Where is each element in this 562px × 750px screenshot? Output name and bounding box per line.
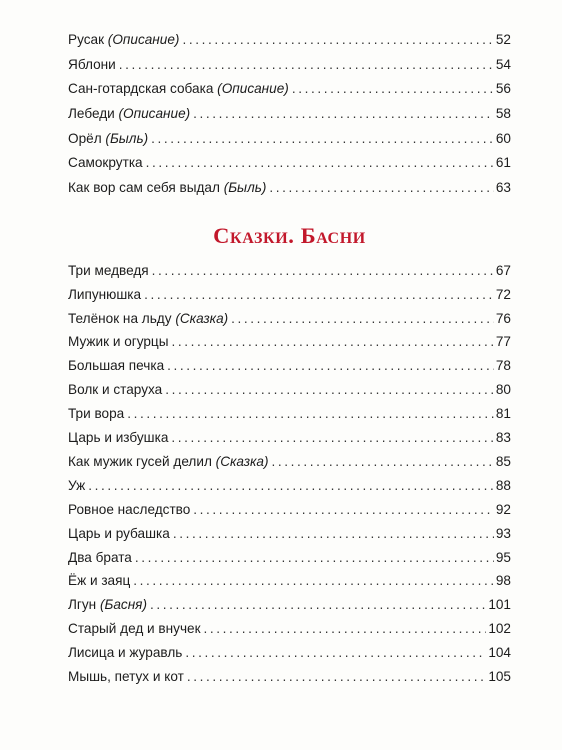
dot-leader: [173, 522, 494, 546]
section-title: Сказки. Басни: [213, 222, 366, 248]
contents-list-fairy-tales: [68, 259, 511, 689]
entry-page-number: 83: [495, 430, 511, 446]
table-of-contents: [68, 28, 511, 689]
dot-leader: [193, 498, 494, 522]
contents-entry: [68, 474, 511, 498]
dot-leader: [135, 546, 494, 570]
entry-title: [68, 546, 132, 570]
entry-page-number: 52: [495, 32, 511, 47]
contents-entry: [68, 259, 511, 283]
entry-title-text: Лебеди: [68, 106, 115, 122]
entry-title: [68, 498, 190, 522]
entry-genre-note: (Сказка): [175, 310, 229, 326]
entry-title: [68, 378, 162, 402]
entry-page-number: 58: [495, 106, 511, 122]
entry-page-number: 85: [495, 453, 511, 469]
entry-page-number: 78: [495, 358, 511, 374]
entry-title: [68, 151, 143, 176]
entry-page-number: 88: [495, 477, 511, 493]
entry-page-number: 63: [495, 180, 511, 196]
dot-leader: [269, 176, 493, 201]
entry-title: [68, 176, 266, 201]
entry-title: [68, 569, 130, 593]
entry-title-text: Ровное наследство: [68, 501, 191, 517]
dot-leader: [150, 593, 486, 617]
entry-genre-note: (Описание): [217, 81, 289, 97]
dot-leader: [193, 102, 494, 127]
entry-title-text: Большая печка: [68, 358, 165, 374]
entry-page-number: 102: [488, 621, 511, 637]
entry-title: [68, 522, 170, 546]
dot-leader: [133, 569, 494, 593]
contents-entry: [68, 53, 511, 78]
entry-title: [68, 450, 269, 474]
entry-page-number: 72: [495, 286, 511, 302]
dot-leader: [146, 151, 494, 176]
entry-title: [68, 354, 164, 378]
dot-leader: [272, 450, 494, 474]
contents-entry: [68, 665, 511, 689]
entry-title-text: Липунюшка: [68, 286, 142, 302]
dot-leader: [127, 402, 494, 426]
entry-title-text: Ёж и заяц: [68, 573, 131, 589]
entry-page-number: 67: [495, 262, 511, 278]
dot-leader: [167, 354, 494, 378]
entry-title-text: Царь и избушка: [68, 430, 169, 446]
contents-entry: [68, 283, 511, 307]
entry-title-text: Мышь, петух и кот: [68, 668, 184, 684]
contents-entry: [68, 522, 511, 546]
entry-title: [68, 307, 228, 331]
contents-entry: [68, 28, 511, 53]
entry-page-number: 76: [495, 310, 511, 326]
dot-leader: [182, 28, 493, 53]
entry-title: [68, 127, 148, 152]
contents-entry: [68, 546, 511, 570]
entry-title: [68, 593, 147, 617]
contents-entry: [68, 498, 511, 522]
contents-entry: [68, 641, 511, 665]
entry-genre-note: (Описание): [107, 32, 180, 47]
contents-entry: [68, 77, 511, 102]
dot-leader: [185, 641, 486, 665]
contents-entry: [68, 127, 511, 152]
entry-title: [68, 474, 85, 498]
entry-page-number: 98: [495, 573, 511, 589]
entry-page-number: 61: [495, 155, 511, 171]
entry-page-number: 105: [488, 668, 511, 684]
entry-title: [68, 330, 169, 354]
entry-title-text: Лгун: [68, 597, 97, 613]
dot-leader: [171, 426, 494, 450]
contents-entry: [68, 102, 511, 127]
dot-leader: [172, 330, 494, 354]
entry-title-text: Мужик и огурцы: [68, 334, 169, 350]
entry-genre-note: (Описание): [118, 106, 191, 122]
entry-title: [68, 641, 182, 665]
entry-title: [68, 53, 116, 78]
dot-leader: [152, 259, 494, 283]
entry-genre-note: (Быль): [223, 180, 267, 196]
dot-leader: [144, 283, 494, 307]
entry-title-text: Как вор сам себя выдал: [68, 180, 220, 196]
entry-title: [68, 426, 168, 450]
entry-page-number: 56: [495, 81, 511, 97]
entry-genre-note: (Сказка): [215, 453, 269, 469]
dot-leader: [119, 53, 494, 78]
entry-page-number: 77: [495, 334, 511, 350]
entry-page-number: 95: [495, 549, 511, 565]
entry-title-text: Орёл: [68, 130, 102, 146]
contents-list-stories: [68, 28, 511, 201]
dot-leader: [165, 378, 494, 402]
entry-title: [68, 77, 289, 102]
entry-title-text: Старый дед и внучек: [68, 621, 201, 637]
entry-title-text: Сан-готардская собака: [68, 81, 214, 97]
dot-leader: [292, 77, 494, 102]
entry-title-text: Три медведя: [68, 262, 149, 278]
contents-entry: [68, 151, 511, 176]
dot-leader: [204, 617, 487, 641]
entry-title: [68, 617, 201, 641]
entry-page-number: 93: [495, 525, 511, 541]
contents-entry: [68, 569, 511, 593]
entry-title: [68, 665, 184, 689]
dot-leader: [88, 474, 494, 498]
entry-title: [68, 283, 141, 307]
entry-title-text: Телёнок на льду: [68, 310, 172, 326]
dot-leader: [151, 127, 494, 152]
entry-title-text: Три вора: [68, 406, 125, 422]
entry-title-text: Самокрутка: [68, 155, 143, 171]
contents-entry: [68, 450, 511, 474]
contents-entry: [68, 617, 511, 641]
contents-entry: [68, 330, 511, 354]
entry-title-text: Уж: [68, 477, 86, 493]
dot-leader: [231, 307, 494, 331]
entry-page-number: 104: [488, 645, 511, 661]
entry-title-text: Русак: [68, 32, 105, 47]
dot-leader: [187, 665, 487, 689]
entry-page-number: 92: [495, 501, 511, 517]
entry-title: [68, 402, 124, 426]
entry-title: [68, 259, 149, 283]
entry-title-text: Лисица и журавль: [68, 645, 183, 661]
contents-entry: [68, 426, 511, 450]
entry-page-number: 80: [495, 382, 511, 398]
contents-entry: [68, 378, 511, 402]
contents-entry: [68, 402, 511, 426]
contents-entry: [68, 354, 511, 378]
entry-title: [68, 28, 179, 53]
entry-title-text: Как мужик гусей делил: [68, 453, 212, 469]
contents-entry: [68, 593, 511, 617]
entry-genre-note: (Быль): [105, 130, 149, 146]
entry-page-number: 54: [495, 56, 511, 72]
entry-genre-note: (Басня): [99, 597, 147, 613]
entry-title-text: Царь и рубашка: [68, 525, 170, 541]
entry-page-number: 60: [495, 130, 511, 146]
entry-title-text: Волк и старуха: [68, 382, 163, 398]
contents-entry: [68, 176, 511, 201]
entry-page-number: 81: [495, 406, 511, 422]
entry-title: [68, 102, 190, 127]
contents-entry: [68, 307, 511, 331]
entry-page-number: 101: [488, 597, 511, 613]
entry-title-text: Яблони: [68, 56, 116, 72]
entry-title-text: Два брата: [68, 549, 132, 565]
